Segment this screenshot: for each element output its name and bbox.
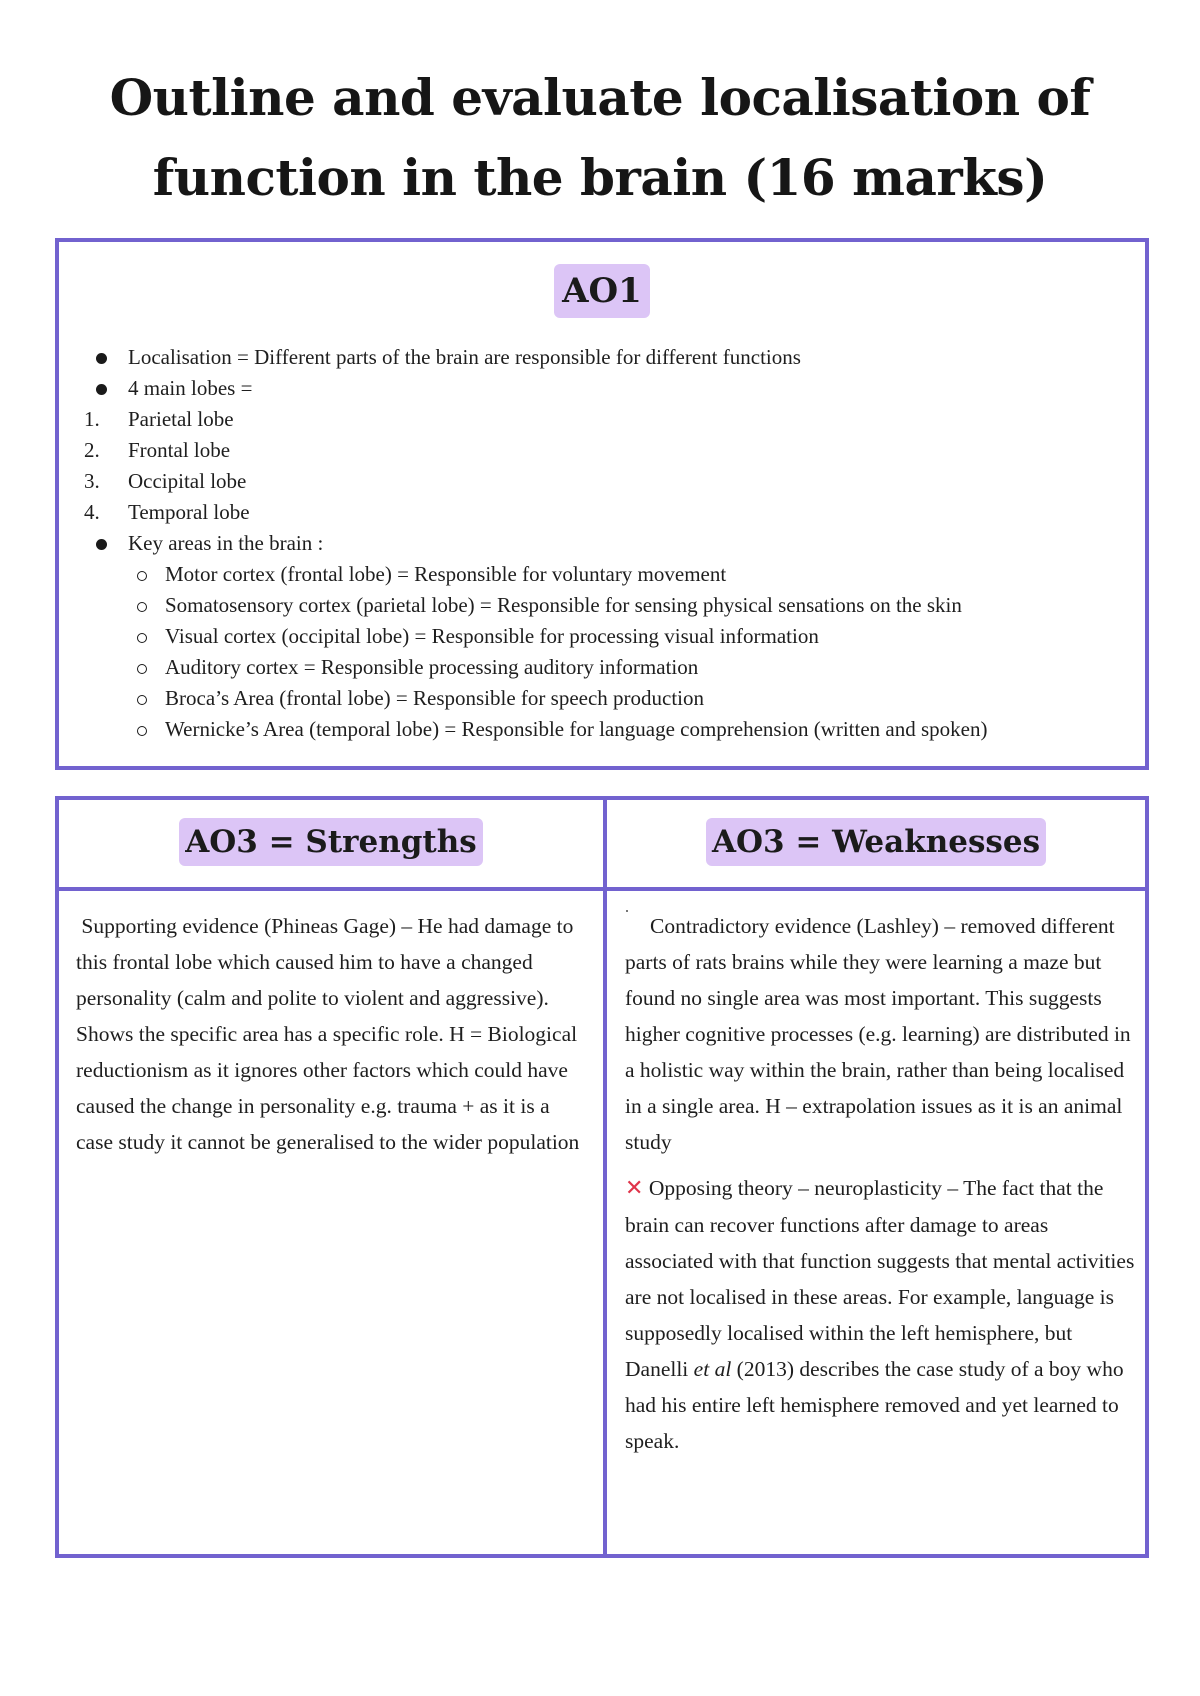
ao1-item-text: Auditory cortex = Responsible processing auditory information xyxy=(165,655,699,679)
strengths-cell xyxy=(76,908,586,1160)
ao1-list-item xyxy=(59,404,1145,435)
ao1-item-text: Visual cortex (occipital lobe) = Responsible for processing visual information xyxy=(165,624,819,648)
ao1-item-text: Motor cortex (frontal lobe) = Responsible for voluntary movement xyxy=(165,562,727,586)
bullet-circle-icon xyxy=(137,633,147,643)
bullet-marker xyxy=(96,342,107,373)
ao1-list-item xyxy=(59,714,1145,745)
ao1-item-text: Key areas in the brain : xyxy=(128,531,324,555)
ao1-item-text: Localisation = Different parts of the brain are responsible for different functions xyxy=(128,345,801,369)
list-number: 2. xyxy=(84,438,100,462)
ao1-item-text: Occipital lobe xyxy=(128,469,247,493)
ao1-item-text: Somatosensory cortex (parietal lobe) = Responsible for sensing physical sensations on the skin xyxy=(165,593,962,617)
list-number: 1. xyxy=(84,407,100,431)
weaknesses-heading: AO3 = Weaknesses xyxy=(706,818,1046,866)
page-title xyxy=(0,58,1200,218)
list-number: 4. xyxy=(84,500,100,524)
bullet-marker xyxy=(137,621,147,652)
ao1-item-text: Parietal lobe xyxy=(128,407,234,431)
ao1-list-item xyxy=(59,497,1145,528)
ao1-list-item xyxy=(59,652,1145,683)
ao1-list-item xyxy=(59,590,1145,621)
weakness-paragraph-1 xyxy=(625,908,1137,1160)
weakness-paragraph-2 xyxy=(625,1170,1137,1459)
ao1-item-text: Frontal lobe xyxy=(128,438,231,462)
bullet-dot-icon xyxy=(96,353,107,364)
strength-paragraph: Supporting evidence (Phineas Gage) – He had damage to this frontal lobe which caused him to have a changed personality (calm and polite to violent and aggressive). Shows the specific area has a specific role. H = Biological reductionism as it ignores other factors which could have caused the change in personality e.g. trauma + as it is a case study it cannot be generalised to the wider population xyxy=(76,914,583,1154)
ao1-list-item xyxy=(59,559,1145,590)
bullet-marker xyxy=(96,528,107,559)
ao1-list-item xyxy=(59,373,1145,404)
cross-mark-icon: ✕ xyxy=(625,1176,644,1201)
ao1-list-item xyxy=(59,342,1145,373)
bullet-circle-icon xyxy=(137,726,147,736)
weakness-2-text-b: (2013) describes the case study of a boy who had his entire left hemisphere removed and yet learned to speak. xyxy=(625,1357,1124,1453)
page-title-line-2: function in the brain (16 marks) xyxy=(152,148,1048,207)
bullet-circle-icon xyxy=(137,571,147,581)
column-divider xyxy=(603,800,607,1554)
ao1-list-item xyxy=(59,528,1145,559)
bullet-circle-icon xyxy=(137,602,147,612)
strengths-heading: AO3 = Strengths xyxy=(179,818,482,866)
weaknesses-cell xyxy=(625,908,1137,1459)
weakness-1-text: Contradictory evidence (Lashley) – removed different parts of rats brains while they were learning a maze but found no single area was most important. This suggests higher cognitive processes (e.g. learning) are distributed in a holistic way within the brain, rather than being localised in a single area. H – extrapolation issues as it is an animal study xyxy=(625,914,1131,1154)
bullet-dot-icon xyxy=(96,539,107,550)
bullet-marker xyxy=(96,373,107,404)
ao1-heading: AO1 xyxy=(554,264,650,318)
ao1-list-item xyxy=(59,621,1145,652)
ao1-box xyxy=(55,238,1149,770)
bullet-dot-icon xyxy=(96,384,107,395)
bullet-circle-icon xyxy=(137,664,147,674)
ao1-item-text: Temporal lobe xyxy=(128,500,250,524)
ao3-table xyxy=(55,796,1149,1558)
bullet-marker xyxy=(137,683,147,714)
ao1-list-item xyxy=(59,435,1145,466)
bullet-circle-icon xyxy=(137,695,147,705)
weakness-2-italic: et al xyxy=(693,1357,732,1381)
ao1-item-text: Wernicke’s Area (temporal lobe) = Responsible for language comprehension (written and spoken) xyxy=(165,717,988,741)
ao1-list-item xyxy=(59,466,1145,497)
page-title-line-1: Outline and evaluate localisation of xyxy=(109,68,1091,127)
header-divider xyxy=(59,887,1145,891)
ao1-item-text: 4 main lobes = xyxy=(128,376,253,400)
bullet-marker xyxy=(137,590,147,621)
bullet-marker xyxy=(137,559,147,590)
ao1-list xyxy=(59,342,1145,745)
ao1-list-item xyxy=(59,683,1145,714)
ao1-item-text: Broca’s Area (frontal lobe) = Responsible for speech production xyxy=(165,686,705,710)
bullet-marker xyxy=(137,714,147,745)
bullet-marker xyxy=(137,652,147,683)
list-number: 3. xyxy=(84,469,100,493)
weakness-2-text-a: Opposing theory – neuroplasticity – The fact that the brain can recover functions after damage to areas associated with that function suggests that mental activities are not localised in these areas. For example, language is supposedly localised within the left hemisphere, but Danelli xyxy=(625,1176,1135,1381)
